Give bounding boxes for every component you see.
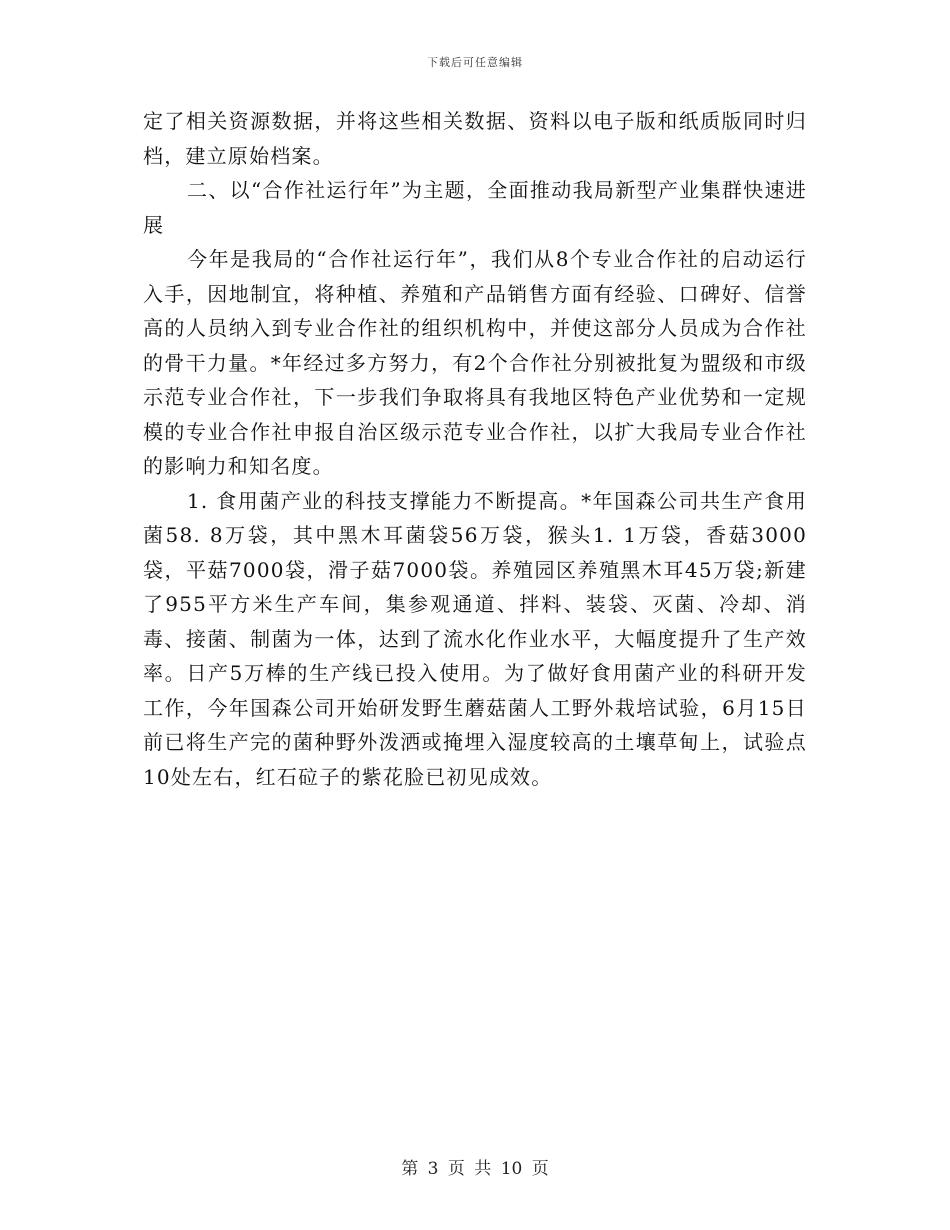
section-heading: 二、以“合作社运行年”为主题，全面推动我局新型产业集群快速进展 bbox=[143, 178, 807, 237]
document-body bbox=[143, 104, 807, 794]
page-header: 下载后可任意编辑 bbox=[427, 56, 523, 69]
paragraph-edible-fungus: 1. 食用菌产业的科技支撑能力不断提高。*年国森公司共生产食用菌58. 8万袋，其中黑木耳菌袋56万袋，猴头1. 1万袋，香菇3000袋，平菇7000袋，滑子菇7000袋。养殖园区养殖黑木耳45万袋;新建了955平方米生产车间，集参观通道、拌料、装袋、灭菌、冷却、消毒、接菌、制菌为一体，达到了流水化作业水平，大幅度提升了生产效率。日产5万棒的生产线已投入使用。为了做好食用菌产业的科研开发工作，今年国森公司开始研发野生蘑菇菌人工野外栽培试验，6月15日前已将生产完的菌种野外泼洒或掩埋入湿度较高的土壤草甸上，试验点10处左右，红石砬子的紫花脸已初见成效。 bbox=[143, 488, 807, 789]
paragraph-cooperative-year: 今年是我局的“合作社运行年”，我们从8个专业合作社的启动运行入手，因地制宜，将种植、养殖和产品销售方面有经验、口碑好、信誉高的人员纳入到专业合作社的组织机构中，并使这部分人员成为合作社的骨干力量。*年经过多方努力，有2个合作社分别被批复为盟级和市级示范专业合作社，下一步我们争取将具有我地区特色产业优势和一定规模的专业合作社申报自治区级示范专业合作社，以扩大我局专业合作社的影响力和知名度。 bbox=[143, 247, 807, 478]
paragraph-continuation: 定了相关资源数据，并将这些相关数据、资料以电子版和纸质版同时归档，建立原始档案。 bbox=[143, 109, 807, 168]
page-number: 第 3 页 共 10 页 bbox=[401, 1159, 549, 1179]
